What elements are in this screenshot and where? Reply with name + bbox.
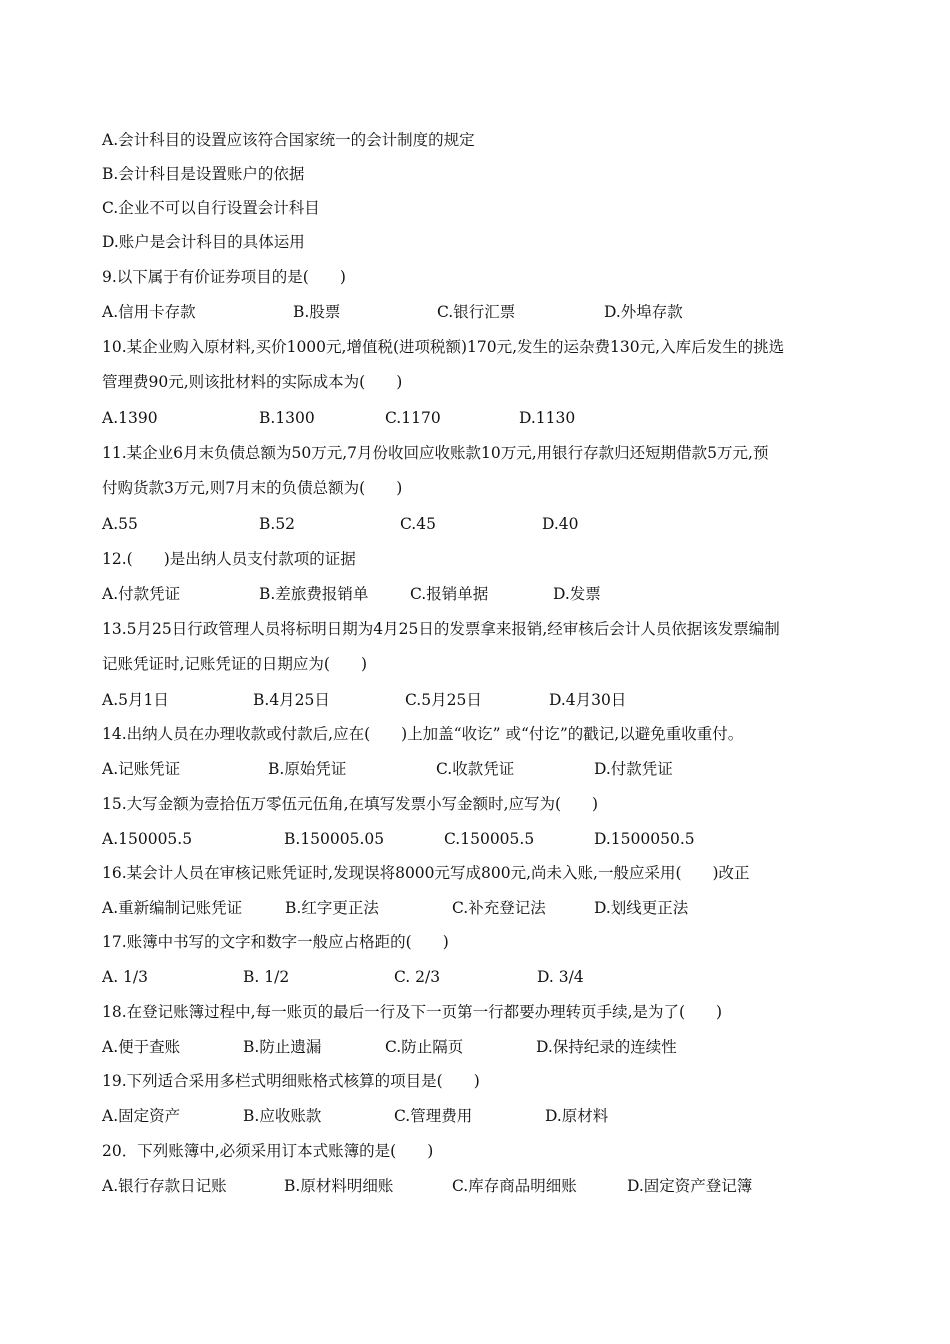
text-line: 12.( )是出纳人员支付款项的证据 — [102, 550, 356, 568]
answer-option: C.补充登记法 — [452, 899, 546, 917]
answer-option: D. 3/4 — [537, 968, 584, 986]
text-line: D.账户是会计科目的具体运用 — [102, 233, 305, 251]
answer-option: D.划线更正法 — [594, 899, 689, 917]
answer-option: B.原材料明细账 — [284, 1177, 394, 1195]
text-line: 10.某企业购入原材料,买价1000元,增值税(进项税额)170元,发生的运杂费130元,入库后发生的挑选 — [102, 338, 785, 356]
text-line: B.会计科目是设置账户的依据 — [102, 165, 305, 183]
answer-option: D.固定资产登记簿 — [627, 1177, 753, 1195]
text-line: 9.以下属于有价证券项目的是( ) — [102, 268, 346, 286]
answer-option: A.付款凭证 — [102, 585, 181, 603]
answer-option: C.银行汇票 — [437, 303, 516, 321]
answer-option: C.150005.5 — [444, 830, 535, 848]
answer-option: C.防止隔页 — [385, 1038, 464, 1056]
answer-option: A.信用卡存款 — [102, 303, 196, 321]
answer-option: A.1390 — [102, 409, 158, 427]
answer-option: C. 2/3 — [394, 968, 441, 986]
answer-option: B.红字更正法 — [285, 899, 379, 917]
answer-option: B.原始凭证 — [268, 760, 347, 778]
text-line: 记账凭证时,记账凭证的日期应为( ) — [102, 655, 368, 673]
answer-option: B.应收账款 — [243, 1107, 322, 1125]
answer-option: A.便于查账 — [102, 1038, 181, 1056]
text-line: 17.账簿中书写的文字和数字一般应占格距的( ) — [102, 933, 449, 951]
text-line: 20．下列账簿中,必须采用订本式账簿的是( ) — [102, 1142, 434, 1160]
answer-option: D.保持纪录的连续性 — [536, 1038, 677, 1056]
answer-option: B.52 — [259, 515, 296, 533]
answer-option: D.外埠存款 — [604, 303, 683, 321]
text-line: 15.大写金额为壹拾伍万零伍元伍角,在填写发票小写金额时,应写为( ) — [102, 795, 599, 813]
answer-option: A.银行存款日记账 — [102, 1177, 227, 1195]
answer-option: B.差旅费报销单 — [259, 585, 369, 603]
text-line: 19.下列适合采用多栏式明细账格式核算的项目是( ) — [102, 1072, 480, 1090]
answer-option: A.5月1日 — [102, 691, 169, 709]
answer-option: D.1500050.5 — [594, 830, 695, 848]
answer-option: D.原材料 — [545, 1107, 609, 1125]
answer-option: C.收款凭证 — [436, 760, 515, 778]
answer-option: C.管理费用 — [394, 1107, 473, 1125]
answer-option: C.1170 — [385, 409, 441, 427]
text-line: 18.在登记账簿过程中,每一账页的最后一行及下一页第一行都要办理转页手续,是为了( ) — [102, 1003, 723, 1021]
text-line: C.企业不可以自行设置会计科目 — [102, 199, 320, 217]
text-line: A.会计科目的设置应该符合国家统一的会计制度的规定 — [102, 131, 475, 149]
answer-option: B.股票 — [293, 303, 341, 321]
answer-option: A.150005.5 — [102, 830, 193, 848]
text-line: 14.出纳人员在办理收款或付款后,应在( )上加盖“收讫” 或“付讫”的戳记,以避免重收重付。 — [102, 725, 744, 743]
answer-option: C.45 — [400, 515, 436, 533]
answer-option: C.5月25日 — [405, 691, 482, 709]
answer-option: C.报销单据 — [410, 585, 489, 603]
answer-option: B.1300 — [259, 409, 315, 427]
answer-option: A. 1/3 — [102, 968, 148, 986]
answer-option: A.固定资产 — [102, 1107, 181, 1125]
answer-option: B.150005.05 — [284, 830, 385, 848]
answer-option: D.40 — [542, 515, 579, 533]
text-line: 付购货款3万元,则7月末的负债总额为( ) — [102, 479, 403, 497]
answer-option: B.4月25日 — [253, 691, 330, 709]
answer-option: D.4月30日 — [549, 691, 627, 709]
text-line: 管理费90元,则该批材料的实际成本为( ) — [102, 373, 403, 391]
answer-option: D.发票 — [553, 585, 601, 603]
answer-option: A.记账凭证 — [102, 760, 181, 778]
text-line: 16.某会计人员在审核记账凭证时,发现误将8000元写成800元,尚未入账,一般应采用( )改正 — [102, 864, 750, 882]
answer-option: D.付款凭证 — [594, 760, 673, 778]
answer-option: A.重新编制记账凭证 — [102, 899, 243, 917]
answer-option: D.1130 — [519, 409, 576, 427]
answer-option: C.库存商品明细账 — [452, 1177, 577, 1195]
answer-option: A.55 — [102, 515, 138, 533]
answer-option: B. 1/2 — [243, 968, 290, 986]
answer-option: B.防止遗漏 — [243, 1038, 322, 1056]
text-line: 11.某企业6月末负债总额为50万元,7月份收回应收账款10万元,用银行存款归还短期借款5万元,预 — [102, 444, 769, 462]
text-line: 13.5月25日行政管理人员将标明日期为4月25日的发票拿来报销,经审核后会计人员依据该发票编制 — [102, 620, 780, 638]
